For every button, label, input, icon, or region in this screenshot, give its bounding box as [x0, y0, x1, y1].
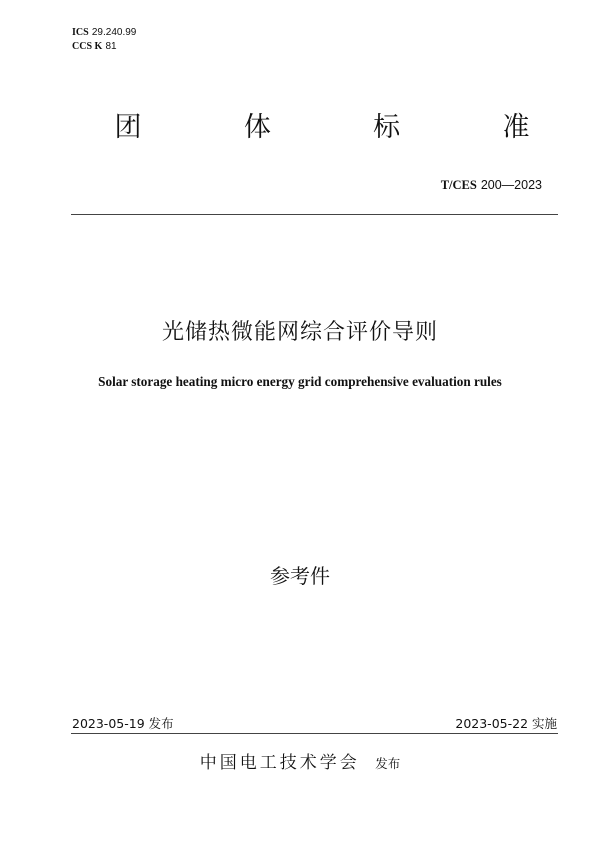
ics-label: ICS	[72, 27, 89, 38]
standard-code: 200—2023	[480, 178, 542, 192]
ccs-code	[72, 40, 136, 54]
reference-copy-label: 参考件	[270, 564, 330, 588]
top-divider	[71, 214, 558, 215]
doc-type-char: 体	[243, 112, 271, 143]
publisher-name: 中国电工技术学会	[199, 753, 360, 773]
doc-type-char: 标	[373, 112, 401, 143]
standard-number	[441, 177, 542, 193]
publisher-line	[0, 751, 600, 776]
ics-value: 29.240.99	[91, 27, 137, 38]
implement-date: 2023-05-22 实施	[455, 716, 557, 731]
title-english: Solar storage heating micro energy grid comprehensive evaluation rules	[98, 374, 502, 389]
publish-date: 2023-05-19 发布	[72, 716, 174, 731]
doc-type-char: 准	[502, 112, 530, 143]
ccs-label: CCS K	[72, 41, 103, 52]
publisher-suffix: 发布	[375, 756, 401, 771]
standard-org: T/CES	[440, 178, 477, 192]
document-type-heading	[112, 108, 532, 148]
title-chinese: 光储热微能网综合评价导则	[161, 320, 438, 345]
bottom-divider	[71, 733, 558, 734]
classification-codes	[72, 26, 136, 54]
ics-code	[72, 26, 136, 40]
ccs-value: 81	[105, 41, 117, 52]
doc-type-char: 团	[114, 112, 142, 143]
